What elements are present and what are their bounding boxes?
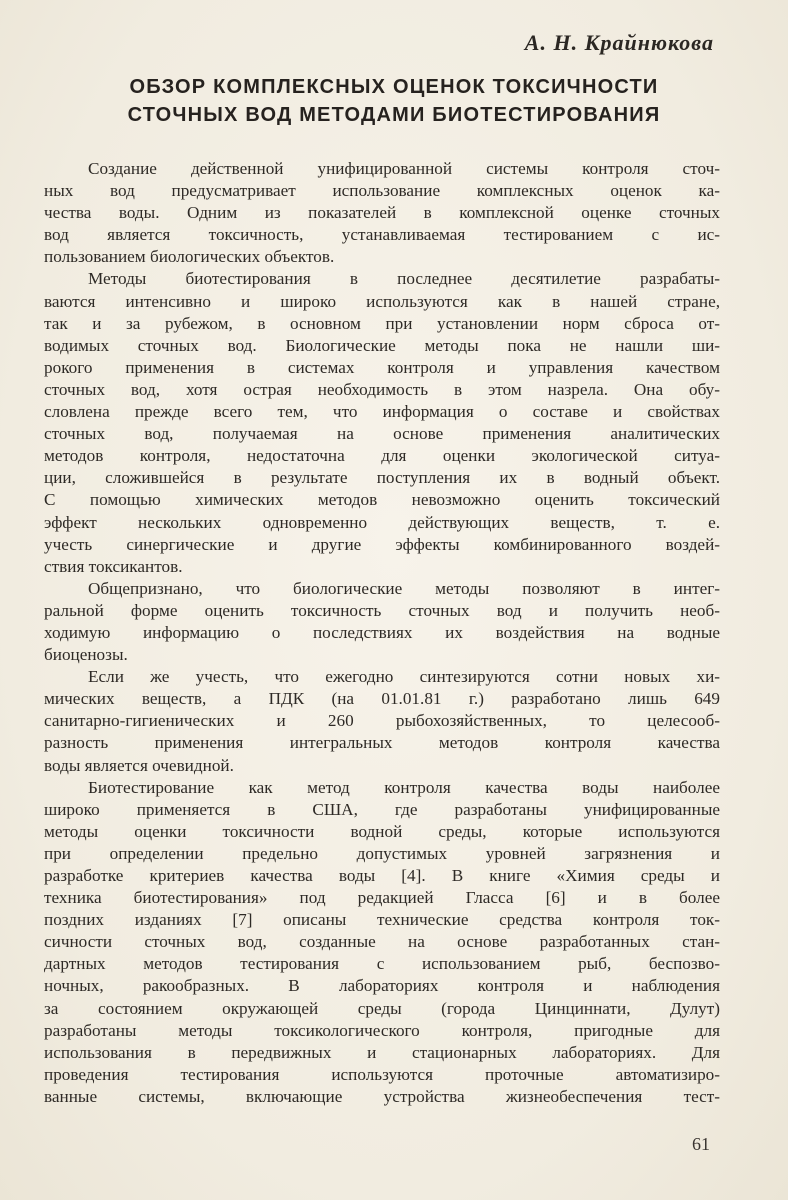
text-line: Методы биотестирования в последнее десятилетие разрабаты-: [88, 269, 720, 289]
text-line: Биотестирование как метод контроля качества воды наиболее: [88, 777, 720, 797]
text-line: ствия токсикантов.: [44, 556, 183, 576]
text-line: ночных, ракообразных. В лабораториях контроля и наблюдения: [44, 976, 720, 996]
text-line: сточных вод, получаемая на основе применения аналитических: [44, 424, 720, 444]
text-line: мических веществ, а ПДК (на 01.01.81 г.) разработано лишь 649: [44, 689, 720, 709]
text-line: дартных методов тестирования с использованием рыб, беспозво-: [44, 954, 720, 974]
text-line: сточных вод, хотя острая необходимость в этом назрела. Она обу-: [44, 379, 720, 399]
text-line: Общепризнано, что биологические методы позволяют в интег-: [88, 578, 720, 598]
text-line: эффект нескольких одновременно действующих веществ, т. е.: [44, 512, 720, 532]
text-line: санитарно-гигиенических и 260 рыбохозяйственных, то целесооб-: [44, 711, 720, 731]
text-line: методов контроля, недостаточна для оценки экологической ситуа-: [44, 446, 720, 466]
text-line: ваются интенсивно и широко используются как в нашей стране,: [44, 291, 720, 311]
text-line: ходимую информацию о последствиях их воздействия на водные: [44, 622, 720, 642]
text-line: за состоянием окружающей среды (города Цинциннати, Дулут): [44, 998, 720, 1018]
text-line: С помощью химических методов невозможно оценить токсический: [44, 490, 720, 510]
text-line: ных вод предусматривает использование комплексных оценок ка-: [44, 181, 720, 201]
text-line: техника биотестирования» под редакцией Гласса [6] и в более: [44, 888, 720, 908]
text-line: чества воды. Одним из показателей в комплексной оценке сточных: [44, 203, 720, 223]
paragraph-5: [44, 777, 720, 1108]
text-line: вод является токсичность, устанавливаемая тестированием с ис-: [44, 225, 720, 245]
paragraph-1: [44, 158, 720, 268]
article-body: [44, 158, 720, 1108]
title-line-1: ОБЗОР КОМПЛЕКСНЫХ ОЦЕНОК ТОКСИЧНОСТИ: [129, 76, 659, 98]
text-line: рокого применения в системах контроля и управления качеством: [44, 357, 720, 377]
text-line: широко применяется в США, где разработаны унифицированные: [44, 799, 720, 819]
author-name: А. Н. Крайнюкова: [524, 30, 714, 55]
text-line: проведения тестирования используются проточные автоматизиро-: [44, 1064, 720, 1084]
text-line: воды является очевидной.: [44, 755, 234, 775]
paragraph-4: [44, 666, 720, 776]
text-line: при определении предельно допустимых уровней загрязнения и: [44, 843, 720, 863]
text-line: разработке критериев качества воды [4]. В книге «Химия среды и: [44, 866, 720, 885]
text-line: Создание действенной унифицированной системы контроля сточ-: [88, 159, 720, 178]
page-number: 61: [692, 1134, 710, 1154]
text-line: пользованием биологических объектов.: [44, 247, 335, 267]
text-line: учесть синергические и другие эффекты комбинированного воздей-: [44, 534, 720, 554]
article-title: [0, 73, 788, 129]
text-line: словлена прежде всего тем, что информация о составе и свойствах: [44, 402, 720, 422]
text-line: поздних изданиях [7] описаны технические средства контроля ток-: [44, 910, 720, 930]
text-line: разность применения интегральных методов контроля качества: [44, 733, 720, 753]
text-line: сичности сточных вод, созданные на основе разработанных стан-: [44, 932, 720, 952]
text-line: разработаны методы токсикологического контроля, пригодные для: [44, 1020, 720, 1040]
text-line: использования в передвижных и стационарных лабораториях. Для: [44, 1042, 720, 1062]
text-line: Если же учесть, что ежегодно синтезируются сотни новых хи-: [88, 667, 720, 687]
paragraph-3: [44, 578, 720, 666]
text-line: так и за рубежом, в основном при установлении норм сброса от-: [44, 313, 720, 333]
title-line-2: СТОЧНЫХ ВОД МЕТОДАМИ БИОТЕСТИРОВАНИЯ: [127, 104, 661, 126]
text-line: ральной форме оценить токсичность сточных вод и получить необ-: [44, 600, 720, 620]
paragraph-2: [44, 268, 720, 577]
text-line: водимых сточных вод. Биологические методы пока не нашли ши-: [44, 335, 720, 355]
text-line: биоценозы.: [44, 645, 128, 665]
text-line: ванные системы, включающие устройства жизнеобеспечения тест-: [44, 1086, 720, 1106]
text-line: ции, сложившейся в результате поступления их в водный объект.: [44, 468, 720, 488]
text-line: методы оценки токсичности водной среды, которые используются: [44, 821, 720, 841]
